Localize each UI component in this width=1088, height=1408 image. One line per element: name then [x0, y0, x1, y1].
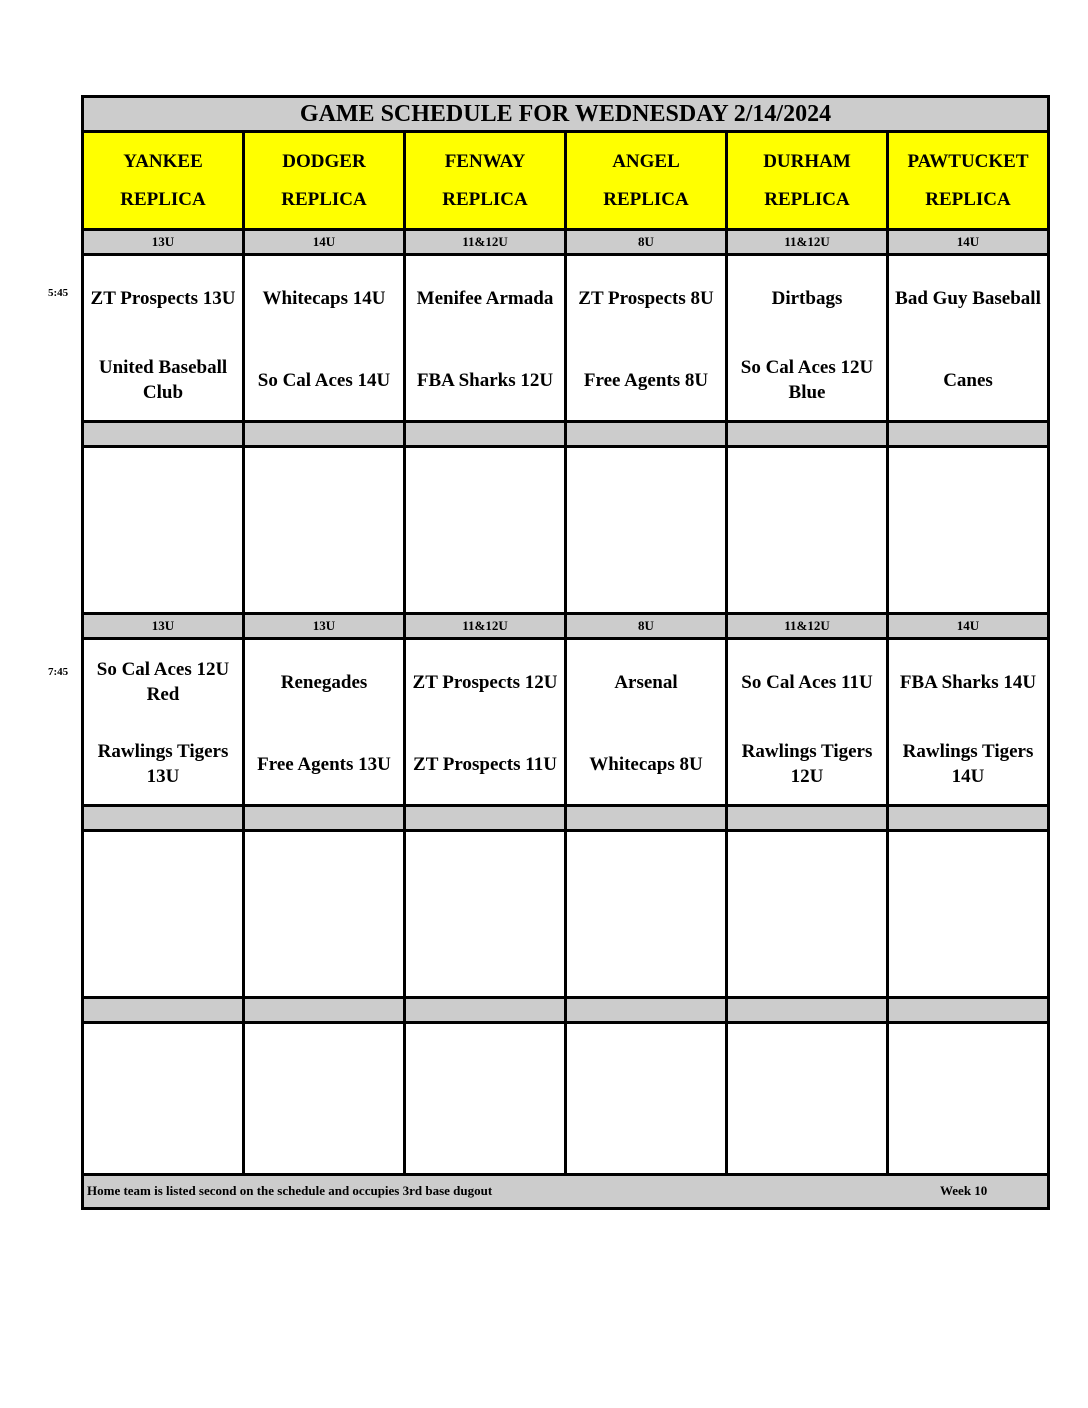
schedule-sheet [81, 95, 1050, 1210]
field-header [242, 133, 403, 228]
division-label [84, 999, 242, 1021]
game-cell [403, 256, 564, 420]
field-sub: REPLICA [120, 188, 206, 210]
away-team [408, 848, 562, 900]
game-row [84, 640, 1047, 807]
division-label [725, 999, 886, 1021]
game-cell [403, 640, 564, 804]
slot-time-1: 5:45 [48, 287, 69, 299]
division-label [242, 999, 403, 1021]
game-cell [242, 832, 403, 996]
home-team: Free Agents 8U [583, 369, 709, 391]
game-cell [242, 256, 403, 420]
home-team [569, 930, 723, 982]
division-label [564, 999, 725, 1021]
division-label [886, 423, 1047, 445]
division-label: 11&12U [725, 615, 886, 637]
game-cell [725, 1024, 886, 1188]
home-team [408, 546, 562, 598]
away-team: Dirtbags [771, 287, 843, 309]
home-team [86, 930, 240, 982]
week-label: Week 10 [940, 1183, 988, 1198]
division-label: 11&12U [725, 231, 886, 253]
division-label [725, 423, 886, 445]
field-sub: REPLICA [925, 188, 1011, 210]
division-label: 14U [886, 615, 1047, 637]
division-label [242, 423, 403, 445]
game-cell [725, 256, 886, 420]
away-team [408, 1040, 562, 1092]
away-team [730, 464, 884, 516]
home-team: United Baseball Club [98, 357, 228, 403]
home-team: Whitecaps 8U [589, 753, 703, 775]
game-row [84, 448, 1047, 615]
away-team: Whitecaps 14U [262, 287, 386, 309]
division-label: 8U [564, 615, 725, 637]
division-label: 13U [151, 234, 175, 249]
home-team [247, 930, 401, 982]
field-header [564, 133, 725, 228]
home-team: Free Agents 13U [257, 753, 391, 775]
field-sub: REPLICA [442, 188, 528, 210]
game-cell [886, 256, 1047, 420]
slot-time-3: 7:45 [48, 666, 69, 678]
away-team [247, 1040, 401, 1092]
game-cell [564, 832, 725, 996]
field-header [403, 133, 564, 228]
field-name: DURHAM [763, 150, 851, 172]
division-label: 13U [151, 618, 175, 633]
game-row [84, 256, 1047, 423]
home-team [891, 1122, 1045, 1174]
away-team: ZT Prospects 12U [412, 671, 558, 693]
home-team: Rawlings Tigers 12U [741, 741, 873, 787]
away-team [569, 1040, 723, 1092]
schedule-grid [84, 133, 1047, 1191]
away-team [891, 464, 1045, 516]
game-row [84, 832, 1047, 999]
away-team [247, 848, 401, 900]
footer [84, 1173, 1047, 1207]
game-cell [84, 832, 242, 996]
away-team [891, 1040, 1045, 1092]
away-team: ZT Prospects 13U [90, 287, 236, 309]
away-team [891, 848, 1045, 900]
division-label [564, 423, 725, 445]
home-team [891, 930, 1045, 982]
home-team [247, 546, 401, 598]
away-team: Renegades [280, 671, 368, 693]
game-cell [725, 640, 886, 804]
field-sub: REPLICA [603, 188, 689, 210]
game-cell [564, 640, 725, 804]
home-team: So Cal Aces 14U [257, 369, 391, 391]
game-cell [403, 832, 564, 996]
game-cell [403, 448, 564, 612]
game-cell [725, 448, 886, 612]
game-cell [403, 1024, 564, 1188]
home-team [86, 1122, 240, 1174]
home-team: Rawlings Tigers 14U [902, 741, 1034, 787]
field-name: ANGEL [612, 150, 680, 172]
home-team [891, 546, 1045, 598]
division-label: 13U [242, 615, 403, 637]
away-team [730, 848, 884, 900]
division-label [886, 807, 1047, 829]
home-team [86, 546, 240, 598]
division-label [564, 807, 725, 829]
field-name: PAWTUCKET [907, 150, 1029, 172]
division-label: 11&12U [403, 615, 564, 637]
division-label [725, 807, 886, 829]
home-team: ZT Prospects 11U [413, 753, 557, 775]
game-cell [564, 1024, 725, 1188]
game-cell [242, 448, 403, 612]
home-team [569, 1122, 723, 1174]
away-team: Arsenal [614, 671, 678, 693]
game-cell [242, 1024, 403, 1188]
division-label [84, 423, 242, 445]
game-cell [84, 448, 242, 612]
home-team [408, 930, 562, 982]
home-team: Rawlings Tigers 13U [97, 741, 229, 787]
away-team [569, 464, 723, 516]
field-header [84, 133, 242, 228]
division-label: 14U [886, 231, 1047, 253]
field-header-row [84, 133, 1047, 231]
field-name: DODGER [282, 150, 366, 172]
home-team: So Cal Aces 12U Blue [740, 357, 874, 403]
field-header [886, 133, 1047, 228]
away-team: Bad Guy Baseball [895, 287, 1041, 309]
game-row [84, 1024, 1047, 1191]
game-cell [242, 640, 403, 804]
game-cell [84, 640, 242, 804]
away-team: FBA Sharks 14U [899, 671, 1037, 693]
game-cell [725, 832, 886, 996]
away-team [86, 848, 240, 900]
away-team [86, 464, 240, 516]
division-label: 8U [564, 231, 725, 253]
page-title: GAME SCHEDULE FOR WEDNESDAY 2/14/2024 [84, 98, 1047, 133]
game-cell [886, 640, 1047, 804]
away-team [408, 464, 562, 516]
away-team [569, 848, 723, 900]
game-cell [886, 1024, 1047, 1188]
game-cell [564, 256, 725, 420]
game-cell [84, 256, 242, 420]
away-team [730, 1040, 884, 1092]
division-band [84, 807, 1047, 832]
home-team [730, 1122, 884, 1174]
division-band [84, 231, 1047, 256]
home-team [730, 930, 884, 982]
division-label [84, 807, 242, 829]
division-label [403, 999, 564, 1021]
away-team [86, 1040, 240, 1092]
division-label: 14U [242, 231, 403, 253]
field-name: FENWAY [444, 150, 526, 172]
field-sub: REPLICA [764, 188, 850, 210]
field-sub: REPLICA [281, 188, 367, 210]
division-label [886, 999, 1047, 1021]
division-band [84, 999, 1047, 1024]
away-team: So Cal Aces 12U Red [96, 659, 230, 705]
away-team [247, 464, 401, 516]
game-cell [886, 448, 1047, 612]
game-cell [564, 448, 725, 612]
field-name: YANKEE [123, 150, 203, 172]
division-label [403, 807, 564, 829]
home-team [408, 1122, 562, 1174]
home-team: FBA Sharks 12U [416, 369, 554, 391]
away-team: So Cal Aces 11U [741, 671, 873, 693]
game-cell [84, 1024, 242, 1188]
home-team: Canes [943, 369, 993, 391]
division-band [84, 423, 1047, 448]
away-team: ZT Prospects 8U [578, 287, 714, 309]
home-team [730, 546, 884, 598]
field-header [725, 133, 886, 228]
home-team [247, 1122, 401, 1174]
division-label: 11&12U [403, 231, 564, 253]
away-team: Menifee Armada [416, 287, 554, 309]
footer-note: Home team is listed second on the schedule and occupies 3rd base dugout [87, 1183, 493, 1198]
division-band [84, 615, 1047, 640]
game-cell [886, 832, 1047, 996]
home-team [569, 546, 723, 598]
division-label [403, 423, 564, 445]
division-label [242, 807, 403, 829]
